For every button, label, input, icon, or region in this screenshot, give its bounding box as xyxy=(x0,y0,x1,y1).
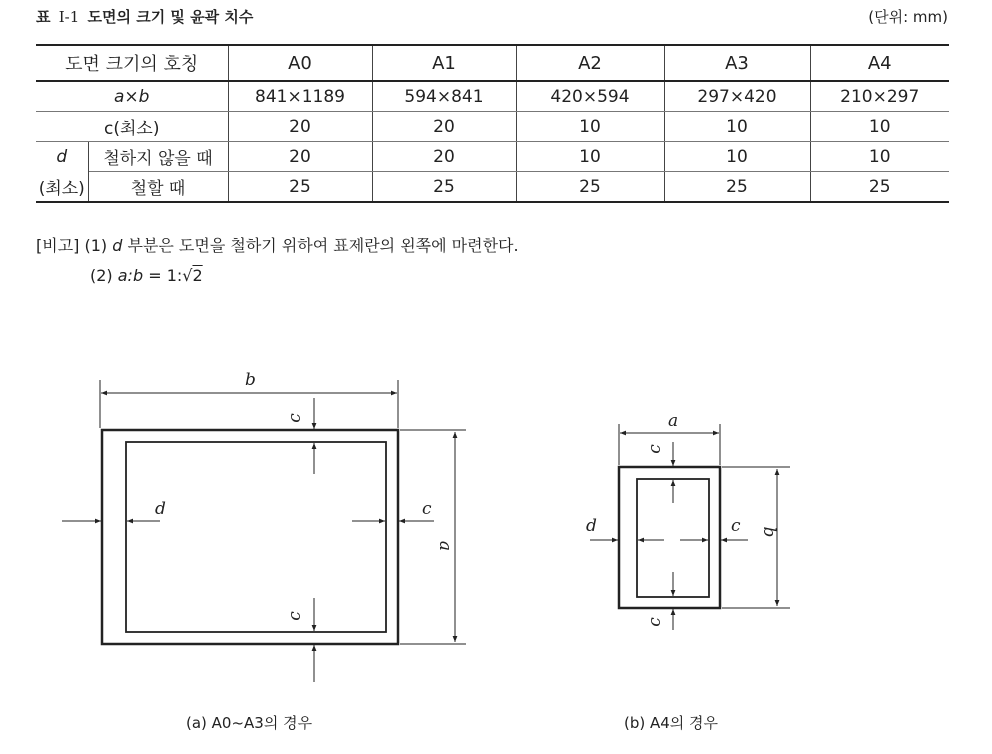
table-cell: 25 xyxy=(228,172,372,203)
table-cell: 25 xyxy=(372,172,516,203)
table-cell: 25 xyxy=(810,172,949,203)
table-cell: 25 xyxy=(664,172,810,203)
size-header: A3 xyxy=(664,45,810,81)
row-label-d-unbound: 철하지 않을 때 xyxy=(88,142,228,172)
header-label: 도면 크기의 호칭 xyxy=(36,45,228,81)
table-cell: 10 xyxy=(664,112,810,142)
table-cell: 20 xyxy=(372,112,516,142)
figure-diagram xyxy=(0,300,992,720)
label-b: b xyxy=(245,370,256,390)
label-c-bottom-a4: c xyxy=(645,617,665,627)
figure-b-caption: (b) A4의 경우 xyxy=(624,714,719,732)
row-label-c: c(최소) xyxy=(36,112,228,142)
sheet-outline xyxy=(102,430,398,644)
figure-a xyxy=(62,380,466,682)
label-c-top-a4: c xyxy=(645,444,665,454)
sqrt-icon: √ xyxy=(182,266,193,285)
caption-title-text: 도면의 크기 및 윤곽 치수 xyxy=(87,8,254,26)
figure-a-caption: (a) A0~A3의 경우 xyxy=(186,714,313,732)
label-c-right: c xyxy=(422,499,432,519)
figure-a-labels xyxy=(155,370,455,621)
remark-1-prefix: [비고] (1) xyxy=(36,236,113,255)
caption-number: Ⅰ-1 xyxy=(58,8,80,26)
label-d-a4: d xyxy=(586,516,597,536)
size-header: A0 xyxy=(228,45,372,81)
table-cell: 210×297 xyxy=(810,81,949,112)
drawing-border xyxy=(126,442,386,632)
table-cell: 10 xyxy=(810,142,949,172)
sheet-outline-a4 xyxy=(619,467,720,608)
label-c-top: c xyxy=(285,413,305,423)
table-row xyxy=(36,112,949,142)
size-header: A4 xyxy=(810,45,949,81)
table-row xyxy=(36,172,949,203)
table-cell: 20 xyxy=(372,142,516,172)
label-c-right-a4: c xyxy=(731,516,741,536)
remark-2 xyxy=(90,266,203,285)
label-c-bottom: c xyxy=(285,611,305,621)
row-label-d-bound: 철할 때 xyxy=(88,172,228,203)
remark-1 xyxy=(36,233,519,256)
remark-2-prefix: (2) xyxy=(90,266,118,285)
table-cell: 594×841 xyxy=(372,81,516,112)
remark-2-sqrt: 2 xyxy=(192,266,203,285)
table-cell: 297×420 xyxy=(664,81,810,112)
table-cell: 10 xyxy=(664,142,810,172)
label-d: d xyxy=(155,499,166,519)
row-label-axb: a×b xyxy=(36,81,228,112)
table-cell: 841×1189 xyxy=(228,81,372,112)
remark-1-var: d xyxy=(112,236,123,255)
remark-2-eq: = 1: xyxy=(143,266,183,285)
table-cell: 10 xyxy=(516,142,664,172)
label-b-a4: b xyxy=(759,526,779,538)
table-cell: 20 xyxy=(228,112,372,142)
caption-prefix: 표 xyxy=(36,8,51,26)
size-header: A2 xyxy=(516,45,664,81)
remark-2-ratio: a:b xyxy=(117,266,144,285)
table-row xyxy=(36,81,949,112)
figure-b-labels xyxy=(586,411,779,627)
table-header-row xyxy=(36,45,949,81)
table-cell: 10 xyxy=(516,112,664,142)
table-cell: 10 xyxy=(810,112,949,142)
label-a: a xyxy=(435,540,455,552)
size-header: A1 xyxy=(372,45,516,81)
unit-label: (단위: mm) xyxy=(868,8,948,26)
row-label-d: d xyxy=(36,142,88,172)
table-cell: 25 xyxy=(516,172,664,203)
table-caption xyxy=(36,6,253,27)
paper-size-table xyxy=(36,44,949,203)
table-cell: 20 xyxy=(228,142,372,172)
row-label-d-min: (최소) xyxy=(36,172,88,203)
label-a-a4: a xyxy=(668,411,679,431)
table-row xyxy=(36,142,949,172)
remark-1-text: 부분은 도면을 철하기 위하여 표제란의 왼쪽에 마련한다. xyxy=(122,236,519,255)
table-cell: 420×594 xyxy=(516,81,664,112)
